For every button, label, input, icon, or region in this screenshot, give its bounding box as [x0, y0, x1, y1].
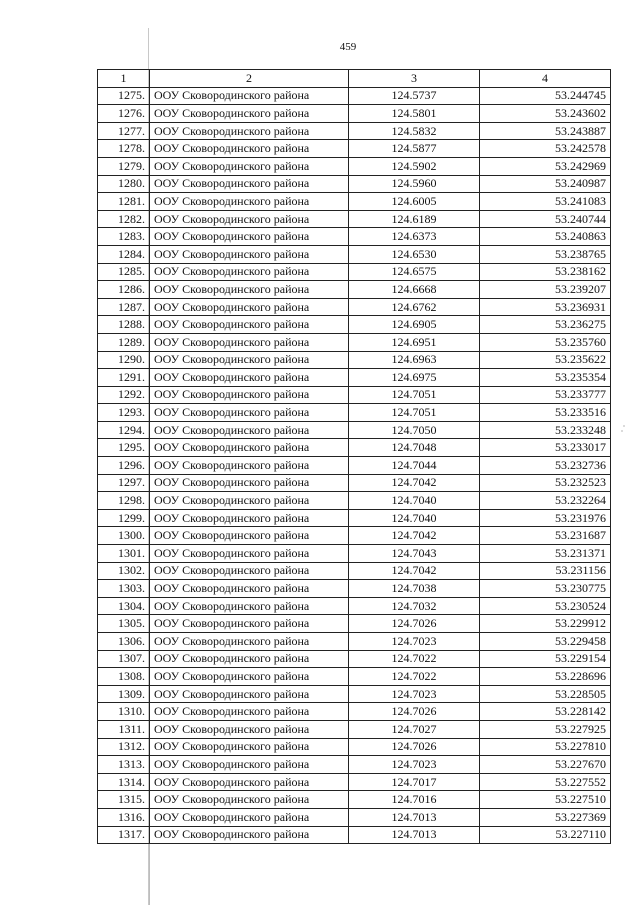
row-longitude-cell: 124.5832	[349, 122, 480, 140]
row-number-cell: 1285.	[98, 263, 150, 281]
table-row	[98, 509, 611, 527]
row-longitude-cell: 124.7023	[349, 756, 480, 774]
row-longitude-cell: 124.6975	[349, 369, 480, 387]
row-latitude-cell: 53.231687	[480, 527, 611, 545]
table-header-row	[98, 70, 611, 88]
row-number-cell: 1310.	[98, 703, 150, 721]
row-longitude-cell: 124.7026	[349, 615, 480, 633]
table-row	[98, 404, 611, 422]
table-row	[98, 562, 611, 580]
table-row	[98, 685, 611, 703]
table-row	[98, 157, 611, 175]
row-number-cell: 1301.	[98, 545, 150, 563]
row-latitude-cell: 53.238765	[480, 245, 611, 263]
row-number-cell: 1275.	[98, 87, 150, 105]
row-longitude-cell: 124.7038	[349, 580, 480, 598]
row-number-cell: 1296.	[98, 457, 150, 475]
table-row	[98, 245, 611, 263]
row-name-cell: ООУ Сковородинского района	[150, 562, 349, 580]
row-latitude-cell: 53.240987	[480, 175, 611, 193]
row-name-cell: ООУ Сковородинского района	[150, 122, 349, 140]
row-latitude-cell: 53.230775	[480, 580, 611, 598]
row-longitude-cell: 124.7026	[349, 738, 480, 756]
row-number-cell: 1312.	[98, 738, 150, 756]
table-body	[98, 87, 611, 844]
row-number-cell: 1309.	[98, 685, 150, 703]
row-latitude-cell: 53.233017	[480, 439, 611, 457]
row-name-cell: ООУ Сковородинского района	[150, 351, 349, 369]
row-number-cell: 1313.	[98, 756, 150, 774]
table-row	[98, 316, 611, 334]
row-name-cell: ООУ Сковородинского района	[150, 369, 349, 387]
table-row	[98, 474, 611, 492]
row-longitude-cell: 124.6762	[349, 298, 480, 316]
row-longitude-cell: 124.7042	[349, 562, 480, 580]
row-number-cell: 1307.	[98, 650, 150, 668]
row-longitude-cell: 124.7026	[349, 703, 480, 721]
table-row	[98, 210, 611, 228]
row-name-cell: ООУ Сковородинского района	[150, 791, 349, 809]
table-row	[98, 298, 611, 316]
row-longitude-cell: 124.7023	[349, 633, 480, 651]
row-number-cell: 1292.	[98, 386, 150, 404]
row-latitude-cell: 53.235760	[480, 333, 611, 351]
table-row	[98, 369, 611, 387]
row-latitude-cell: 53.232264	[480, 492, 611, 510]
row-name-cell: ООУ Сковородинского района	[150, 474, 349, 492]
row-longitude-cell: 124.6951	[349, 333, 480, 351]
row-longitude-cell: 124.7023	[349, 685, 480, 703]
row-longitude-cell: 124.5737	[349, 87, 480, 105]
row-name-cell: ООУ Сковородинского района	[150, 720, 349, 738]
table-row	[98, 633, 611, 651]
row-longitude-cell: 124.5877	[349, 140, 480, 158]
row-name-cell: ООУ Сковородинского района	[150, 685, 349, 703]
row-latitude-cell: 53.240744	[480, 210, 611, 228]
row-name-cell: ООУ Сковородинского района	[150, 650, 349, 668]
table-row	[98, 808, 611, 826]
row-name-cell: ООУ Сковородинского района	[150, 509, 349, 527]
row-latitude-cell: 53.227369	[480, 808, 611, 826]
row-number-cell: 1304.	[98, 597, 150, 615]
row-latitude-cell: 53.239207	[480, 281, 611, 299]
table-row	[98, 140, 611, 158]
row-name-cell: ООУ Сковородинского района	[150, 738, 349, 756]
row-name-cell: ООУ Сковородинского района	[150, 298, 349, 316]
row-name-cell: ООУ Сковородинского района	[150, 492, 349, 510]
table-row	[98, 193, 611, 211]
row-number-cell: 1299.	[98, 509, 150, 527]
row-latitude-cell: 53.227110	[480, 826, 611, 844]
row-latitude-cell: 53.231156	[480, 562, 611, 580]
row-name-cell: ООУ Сковородинского района	[150, 404, 349, 422]
row-number-cell: 1316.	[98, 808, 150, 826]
row-name-cell: ООУ Сковородинского района	[150, 439, 349, 457]
table-row	[98, 545, 611, 563]
table-row	[98, 756, 611, 774]
table-row	[98, 421, 611, 439]
table-row	[98, 175, 611, 193]
row-longitude-cell: 124.7051	[349, 386, 480, 404]
row-longitude-cell: 124.5960	[349, 175, 480, 193]
row-name-cell: ООУ Сковородинского района	[150, 773, 349, 791]
row-latitude-cell: 53.227810	[480, 738, 611, 756]
row-longitude-cell: 124.7051	[349, 404, 480, 422]
row-longitude-cell: 124.7013	[349, 826, 480, 844]
table-row	[98, 228, 611, 246]
row-latitude-cell: 53.230524	[480, 597, 611, 615]
row-name-cell: ООУ Сковородинского района	[150, 87, 349, 105]
table-row	[98, 105, 611, 123]
row-longitude-cell: 124.7022	[349, 668, 480, 686]
row-latitude-cell: 53.242578	[480, 140, 611, 158]
row-number-cell: 1279.	[98, 157, 150, 175]
scan-speck	[623, 425, 625, 427]
row-name-cell: ООУ Сковородинского района	[150, 105, 349, 123]
row-name-cell: ООУ Сковородинского района	[150, 545, 349, 563]
row-longitude-cell: 124.6005	[349, 193, 480, 211]
row-name-cell: ООУ Сковородинского района	[150, 527, 349, 545]
row-latitude-cell: 53.233516	[480, 404, 611, 422]
table-row	[98, 439, 611, 457]
row-number-cell: 1281.	[98, 193, 150, 211]
row-latitude-cell: 53.233248	[480, 421, 611, 439]
row-name-cell: ООУ Сковородинского района	[150, 421, 349, 439]
row-name-cell: ООУ Сковородинского района	[150, 615, 349, 633]
row-longitude-cell: 124.6963	[349, 351, 480, 369]
row-name-cell: ООУ Сковородинского района	[150, 193, 349, 211]
row-longitude-cell: 124.7027	[349, 720, 480, 738]
row-name-cell: ООУ Сковородинского района	[150, 140, 349, 158]
row-number-cell: 1315.	[98, 791, 150, 809]
column-header-latitude: 4	[480, 70, 611, 88]
row-number-cell: 1278.	[98, 140, 150, 158]
table-row	[98, 386, 611, 404]
table-row	[98, 738, 611, 756]
row-latitude-cell: 53.236275	[480, 316, 611, 334]
column-header-number: 1	[98, 70, 150, 88]
row-number-cell: 1317.	[98, 826, 150, 844]
row-number-cell: 1277.	[98, 122, 150, 140]
table-row	[98, 597, 611, 615]
row-latitude-cell: 53.231976	[480, 509, 611, 527]
row-longitude-cell: 124.7016	[349, 791, 480, 809]
row-latitude-cell: 53.228142	[480, 703, 611, 721]
row-latitude-cell: 53.243602	[480, 105, 611, 123]
table-row	[98, 668, 611, 686]
row-longitude-cell: 124.7050	[349, 421, 480, 439]
row-name-cell: ООУ Сковородинского района	[150, 157, 349, 175]
row-number-cell: 1287.	[98, 298, 150, 316]
table-row	[98, 791, 611, 809]
row-longitude-cell: 124.7042	[349, 474, 480, 492]
row-longitude-cell: 124.5801	[349, 105, 480, 123]
row-latitude-cell: 53.232523	[480, 474, 611, 492]
row-number-cell: 1303.	[98, 580, 150, 598]
table-row	[98, 281, 611, 299]
row-latitude-cell: 53.228505	[480, 685, 611, 703]
row-name-cell: ООУ Сковородинского района	[150, 633, 349, 651]
row-name-cell: ООУ Сковородинского района	[150, 597, 349, 615]
row-name-cell: ООУ Сковородинского района	[150, 756, 349, 774]
row-longitude-cell: 124.7044	[349, 457, 480, 475]
table-row	[98, 457, 611, 475]
row-number-cell: 1286.	[98, 281, 150, 299]
table-row	[98, 703, 611, 721]
table-row	[98, 87, 611, 105]
row-number-cell: 1297.	[98, 474, 150, 492]
row-latitude-cell: 53.229912	[480, 615, 611, 633]
row-number-cell: 1288.	[98, 316, 150, 334]
row-latitude-cell: 53.244745	[480, 87, 611, 105]
table-row	[98, 650, 611, 668]
row-latitude-cell: 53.229458	[480, 633, 611, 651]
row-latitude-cell: 53.233777	[480, 386, 611, 404]
table-row	[98, 492, 611, 510]
row-longitude-cell: 124.6189	[349, 210, 480, 228]
row-name-cell: ООУ Сковородинского района	[150, 386, 349, 404]
row-longitude-cell: 124.7022	[349, 650, 480, 668]
row-latitude-cell: 53.238162	[480, 263, 611, 281]
row-name-cell: ООУ Сковородинского района	[150, 245, 349, 263]
row-latitude-cell: 53.227925	[480, 720, 611, 738]
row-name-cell: ООУ Сковородинского района	[150, 580, 349, 598]
row-longitude-cell: 124.7048	[349, 439, 480, 457]
row-latitude-cell: 53.231371	[480, 545, 611, 563]
row-latitude-cell: 53.240863	[480, 228, 611, 246]
table-row	[98, 263, 611, 281]
table-row	[98, 615, 611, 633]
coordinates-table	[97, 69, 611, 844]
row-longitude-cell: 124.6668	[349, 281, 480, 299]
row-name-cell: ООУ Сковородинского района	[150, 826, 349, 844]
table-row	[98, 773, 611, 791]
row-number-cell: 1305.	[98, 615, 150, 633]
row-number-cell: 1308.	[98, 668, 150, 686]
row-name-cell: ООУ Сковородинского района	[150, 281, 349, 299]
row-number-cell: 1293.	[98, 404, 150, 422]
row-latitude-cell: 53.243887	[480, 122, 611, 140]
row-number-cell: 1314.	[98, 773, 150, 791]
table-row	[98, 527, 611, 545]
table-row	[98, 826, 611, 844]
row-number-cell: 1276.	[98, 105, 150, 123]
row-number-cell: 1306.	[98, 633, 150, 651]
row-number-cell: 1282.	[98, 210, 150, 228]
row-number-cell: 1302.	[98, 562, 150, 580]
row-longitude-cell: 124.7017	[349, 773, 480, 791]
row-longitude-cell: 124.7013	[349, 808, 480, 826]
row-latitude-cell: 53.229154	[480, 650, 611, 668]
row-number-cell: 1311.	[98, 720, 150, 738]
column-header-longitude: 3	[349, 70, 480, 88]
table-row	[98, 122, 611, 140]
page-binding-line-lower	[149, 838, 150, 905]
row-name-cell: ООУ Сковородинского района	[150, 228, 349, 246]
page-number: 459	[339, 41, 357, 53]
table-row	[98, 720, 611, 738]
row-latitude-cell: 53.227670	[480, 756, 611, 774]
row-name-cell: ООУ Сковородинского района	[150, 333, 349, 351]
row-longitude-cell: 124.6373	[349, 228, 480, 246]
row-name-cell: ООУ Сковородинского района	[150, 175, 349, 193]
row-name-cell: ООУ Сковородинского района	[150, 808, 349, 826]
row-latitude-cell: 53.236931	[480, 298, 611, 316]
row-number-cell: 1284.	[98, 245, 150, 263]
row-longitude-cell: 124.7040	[349, 509, 480, 527]
row-latitude-cell: 53.235354	[480, 369, 611, 387]
row-number-cell: 1283.	[98, 228, 150, 246]
row-latitude-cell: 53.235622	[480, 351, 611, 369]
row-number-cell: 1280.	[98, 175, 150, 193]
row-longitude-cell: 124.6575	[349, 263, 480, 281]
row-name-cell: ООУ Сковородинского района	[150, 703, 349, 721]
row-number-cell: 1294.	[98, 421, 150, 439]
row-longitude-cell: 124.5902	[349, 157, 480, 175]
row-longitude-cell: 124.7032	[349, 597, 480, 615]
row-number-cell: 1289.	[98, 333, 150, 351]
row-number-cell: 1298.	[98, 492, 150, 510]
row-latitude-cell: 53.227552	[480, 773, 611, 791]
row-longitude-cell: 124.7042	[349, 527, 480, 545]
row-latitude-cell: 53.232736	[480, 457, 611, 475]
row-latitude-cell: 53.227510	[480, 791, 611, 809]
row-number-cell: 1290.	[98, 351, 150, 369]
row-name-cell: ООУ Сковородинского района	[150, 210, 349, 228]
column-header-name: 2	[150, 70, 349, 88]
table-row	[98, 333, 611, 351]
row-number-cell: 1295.	[98, 439, 150, 457]
row-longitude-cell: 124.6905	[349, 316, 480, 334]
row-number-cell: 1291.	[98, 369, 150, 387]
row-latitude-cell: 53.242969	[480, 157, 611, 175]
row-longitude-cell: 124.7043	[349, 545, 480, 563]
row-name-cell: ООУ Сковородинского района	[150, 263, 349, 281]
table-row	[98, 351, 611, 369]
row-longitude-cell: 124.7040	[349, 492, 480, 510]
scan-speck	[621, 430, 623, 432]
row-name-cell: ООУ Сковородинского района	[150, 457, 349, 475]
row-name-cell: ООУ Сковородинского района	[150, 668, 349, 686]
row-latitude-cell: 53.228696	[480, 668, 611, 686]
row-longitude-cell: 124.6530	[349, 245, 480, 263]
row-number-cell: 1300.	[98, 527, 150, 545]
row-name-cell: ООУ Сковородинского района	[150, 316, 349, 334]
row-latitude-cell: 53.241083	[480, 193, 611, 211]
table-row	[98, 580, 611, 598]
